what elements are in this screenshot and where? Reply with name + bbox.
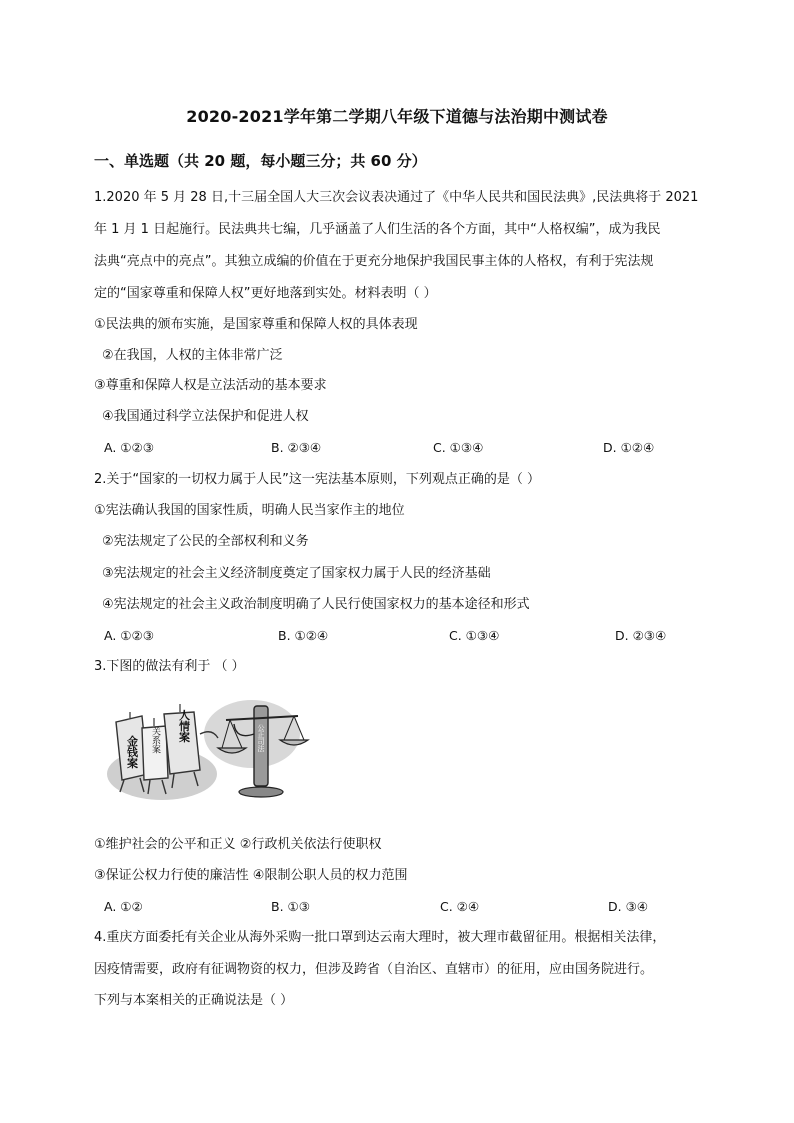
q1-item-4: ④我国通过科学立法保护和促进人权 [102,409,309,424]
q3-items-row-1: ①维护社会的公平和正义 ②行政机关依法行使职权 [94,837,382,852]
q1-stem-line-4: 定的“国家尊重和保障人权”更好地落到实处。材料表明（ ） [94,286,437,301]
q1-item-3: ③尊重和保障人权是立法活动的基本要求 [94,378,327,393]
page-title: 2020-2021学年第二学期八年级下道德与法治期中测试卷 [186,107,608,126]
q2-option-c[interactable]: C. ①③④ [449,628,500,643]
sign-money-text: 金钱案 [125,735,139,769]
q1-stem-line-2: 年 1 月 1 日起施行。民法典共七编，几乎涵盖了人们生活的各个方面，其中“人格权编”，成为我民 [94,222,661,237]
cartoon-illustration [102,694,310,804]
section-heading: 一、单选题（共 20 题，每小题三分；共 60 分） [94,152,427,170]
q4-stem-line-2: 因疫情需要，政府有征调物资的权力，但涉及跨省（自治区、直辖市）的征用，应由国务院进行。 [94,962,654,977]
q3-option-a[interactable]: A. ①② [104,899,143,914]
q3-option-b[interactable]: B. ①③ [271,899,310,914]
q1-option-d[interactable]: D. ①②④ [603,440,655,455]
q2-option-a[interactable]: A. ①②③ [104,628,154,643]
scale-column-text: 公正司法 [257,724,265,752]
q2-option-d[interactable]: D. ②③④ [615,628,667,643]
q2-item-1: ①宪法确认我国的国家性质，明确人民当家作主的地位 [94,503,405,518]
q4-stem-line-3: 下列与本案相关的正确说法是（ ） [94,993,294,1008]
q2-option-b[interactable]: B. ①②④ [278,628,329,643]
sign-relationship-text: 关系案 [150,726,160,754]
q1-stem-line-3: 法典“亮点中的亮点”。其独立成编的价值在于更充分地保护我国民事主体的人格权，有利于宪法规 [94,254,654,269]
q1-option-b[interactable]: B. ②③④ [271,440,322,455]
q4-stem-line-1: 4.重庆方面委托有关企业从海外采购一批口罩到达云南大理时，被大理市截留征用。根据相关法律， [94,930,666,945]
q3-option-c[interactable]: C. ②④ [440,899,480,914]
q3-stem: 3.下图的做法有利于 （ ） [94,659,245,674]
q3-option-d[interactable]: D. ③④ [608,899,648,914]
q1-item-2: ②在我国，人权的主体非常广泛 [102,348,283,363]
q1-stem-line-1: 1.2020 年 5 月 28 日,十三届全国人大三次会议表决通过了《中华人民共和国民法典》,民法典将于 2021 [94,190,699,205]
q1-option-a[interactable]: A. ①②③ [104,440,154,455]
q2-item-4: ④宪法规定的社会主义政治制度明确了人民行使国家权力的基本途径和形式 [102,597,530,612]
sign-favor-text: 人情案 [177,709,191,743]
q3-items-row-2: ③保证公权力行使的廉洁性 ④限制公职人员的权力范围 [94,868,408,883]
q2-item-3: ③宪法规定的社会主义经济制度奠定了国家权力属于人民的经济基础 [102,566,491,581]
q1-option-c[interactable]: C. ①③④ [433,440,484,455]
q1-item-1: ①民法典的颁布实施，是国家尊重和保障人权的具体表现 [94,317,418,332]
q2-item-2: ②宪法规定了公民的全部权利和义务 [102,534,309,549]
q2-stem: 2.关于“国家的一切权力属于人民”这一宪法基本原则，下列观点正确的是（ ） [94,472,541,487]
